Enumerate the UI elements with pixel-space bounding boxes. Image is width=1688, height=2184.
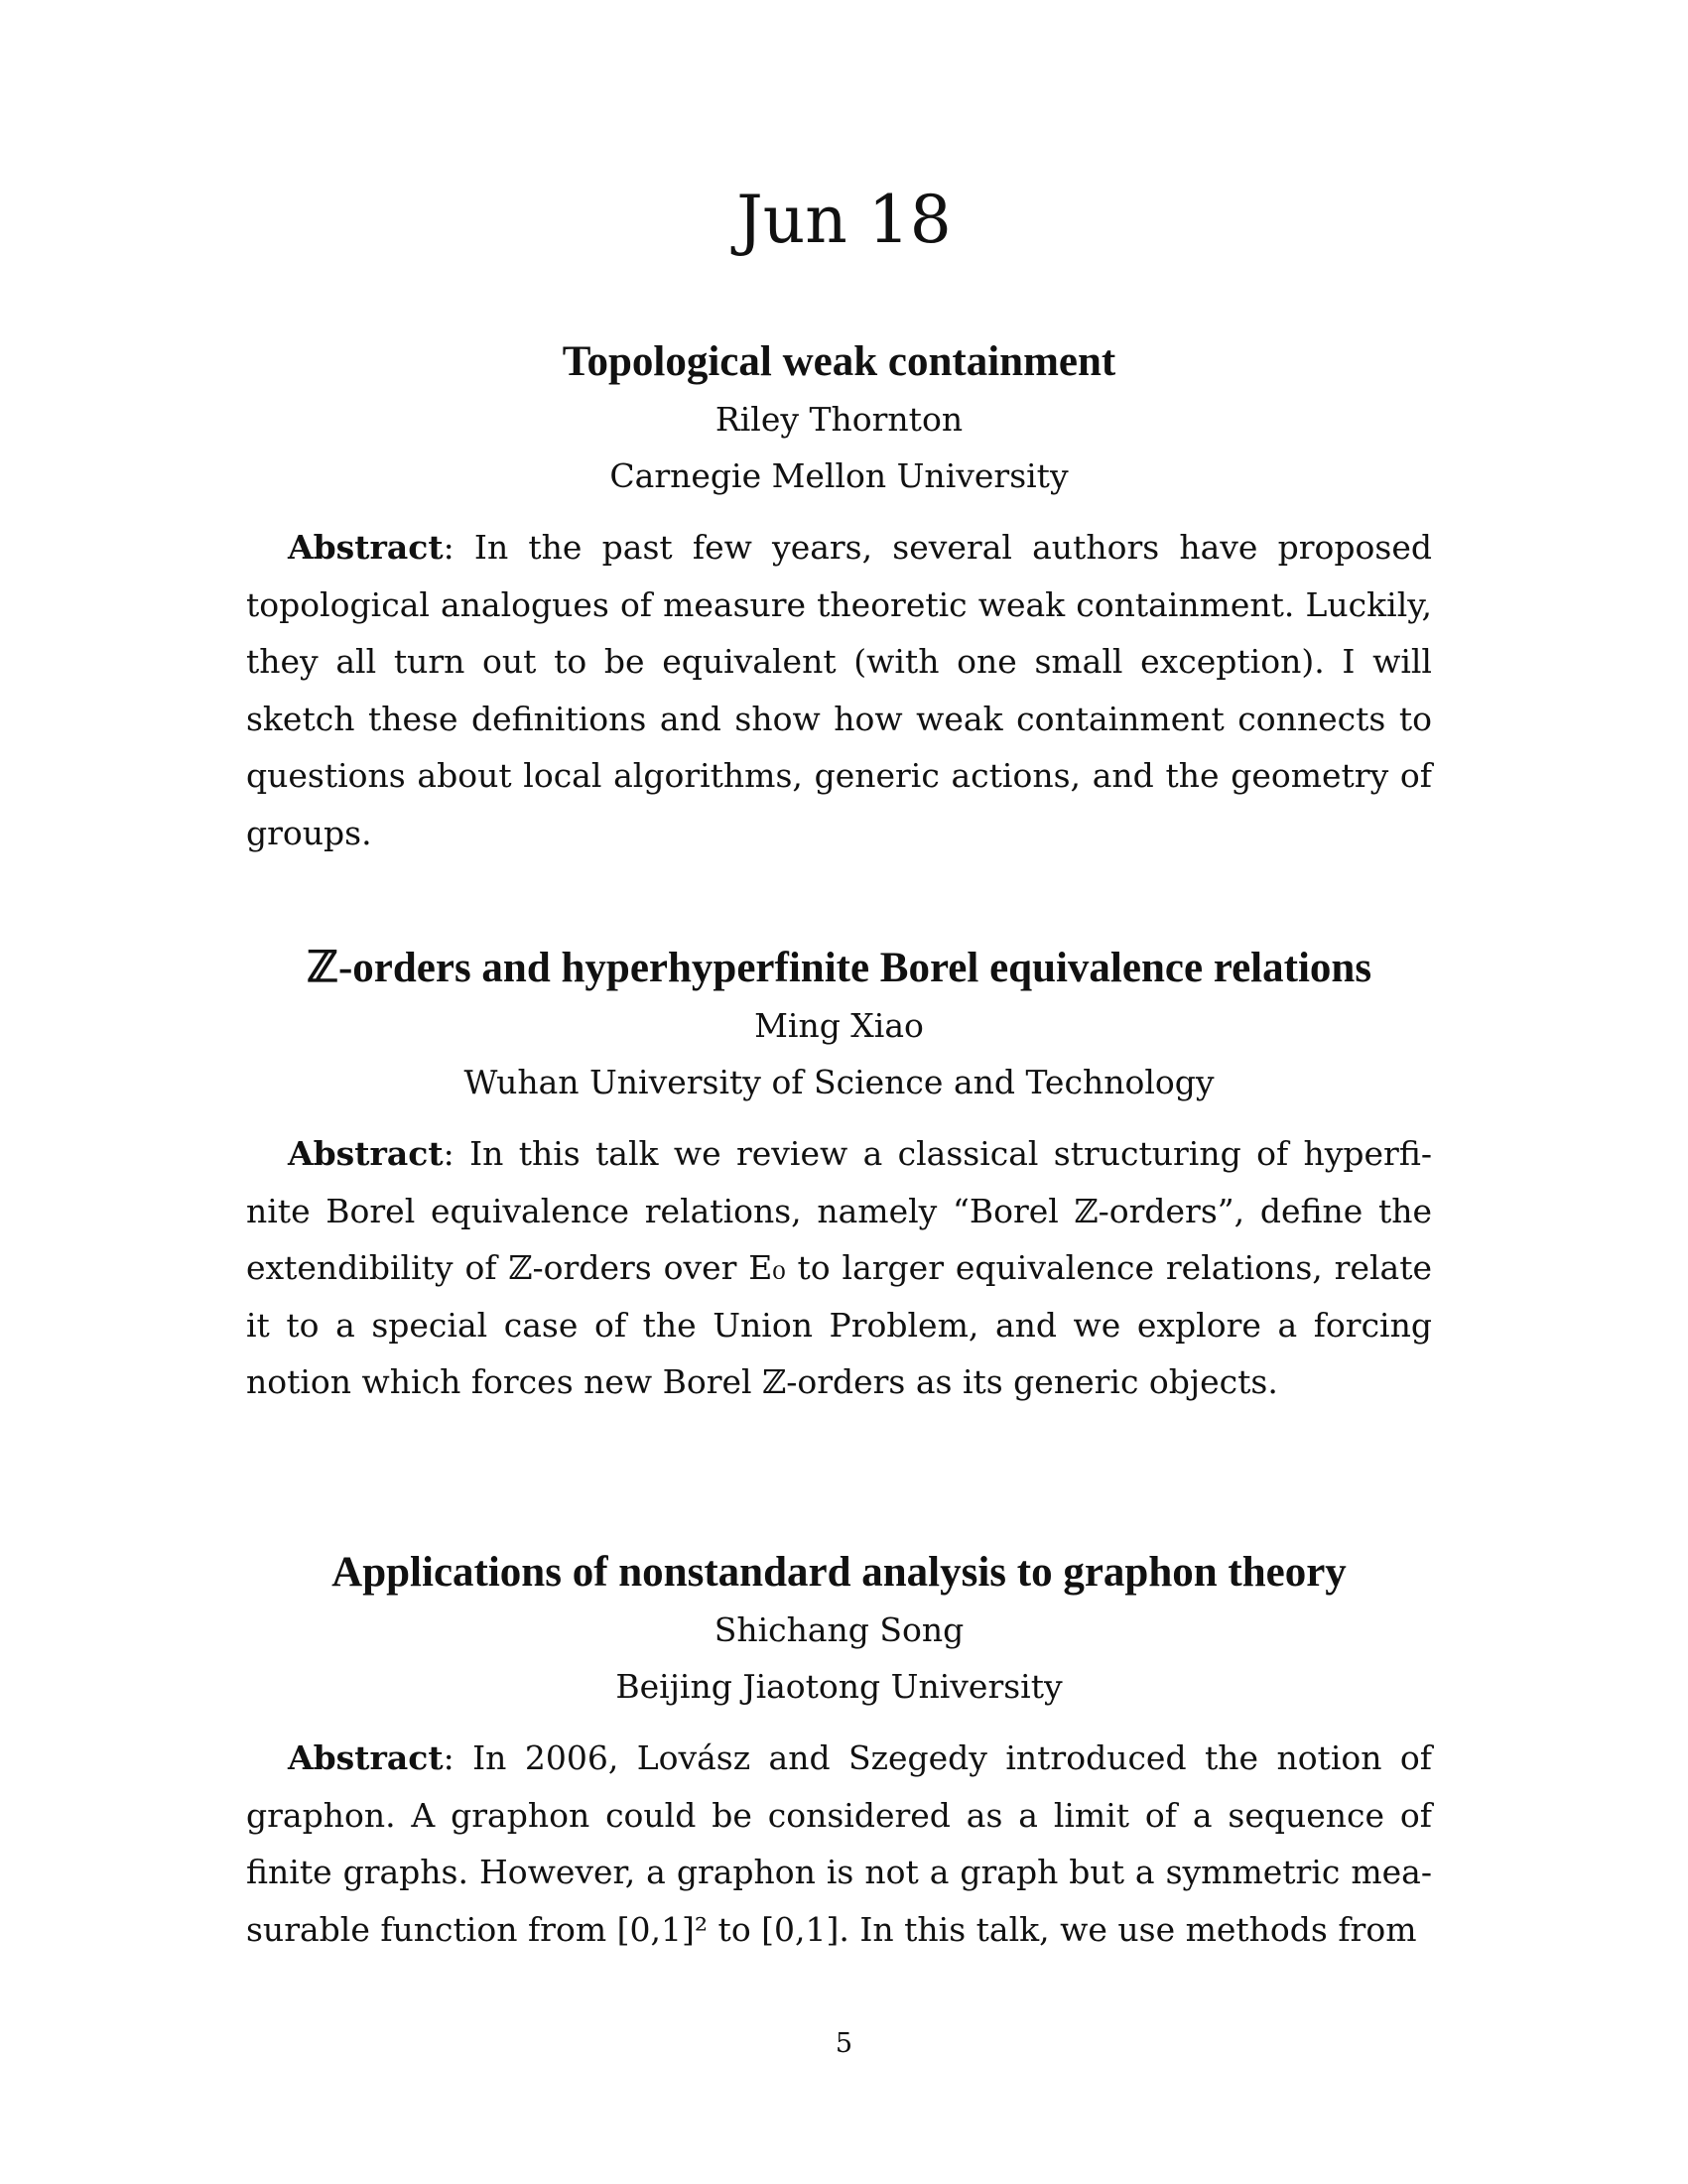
abstract-label: Abstract bbox=[288, 1134, 444, 1173]
talk-title: Topological weak containment bbox=[562, 338, 1116, 385]
speaker-affiliation: Beijing Jiaotong University bbox=[615, 1667, 1063, 1706]
speaker-name: Shichang Song bbox=[714, 1610, 965, 1649]
talk-1 bbox=[246, 333, 1432, 894]
talk-title: Applications of nonstandard analysis to graphon theory bbox=[331, 1549, 1347, 1596]
abstract-text: : In this talk we review a classical structuring of hyperfinite Borel equivalence relations, namely “Borel ℤ-orders”, define the extendibility of ℤ-orders over E₀ to larger equivalence relations, relate it to a special case of the Union Problem, and we explore a forcing notion which forces new Borel ℤ-orders as its generic objects. bbox=[246, 1134, 1432, 1401]
abstract bbox=[246, 519, 1432, 861]
abstract-label: Abstract bbox=[288, 528, 444, 567]
speaker-affiliation: Carnegie Mellon University bbox=[609, 456, 1069, 495]
talk-3 bbox=[246, 1544, 1432, 1991]
talk-2 bbox=[246, 940, 1432, 1444]
speaker-affiliation: Wuhan University of Science and Technology bbox=[463, 1063, 1215, 1101]
abstract-text: : In 2006, Lovász and Szegedy introduced the notion of graphon. A graphon could be considered as a limit of a sequence of finite graphs. However, a graphon is not a graph but a symmetric measurable function from [0,1]² to [0,1]. In this talk, we use methods from bbox=[246, 1738, 1432, 1949]
abstract-label: Abstract bbox=[288, 1738, 444, 1777]
abstract bbox=[246, 1125, 1432, 1411]
speaker-name: Riley Thornton bbox=[714, 400, 964, 439]
speaker-name: Ming Xiao bbox=[754, 1006, 924, 1045]
abstract bbox=[246, 1730, 1432, 1958]
abstract-text: : In the past few years, several authors have proposed topological analogues of measure theoretic weak containment. Luckily, they all turn out to be equivalent (with one small exception). I will sketch these definitions and show how weak containment connects to questions about local algorithms, generic actions, and the geometry of groups. bbox=[246, 528, 1432, 852]
talk-title: ℤ-orders and hyperhyperfinite Borel equivalence relations bbox=[306, 945, 1372, 991]
day-title: Jun 18 bbox=[736, 182, 952, 258]
page-number: 5 bbox=[835, 2028, 853, 2059]
